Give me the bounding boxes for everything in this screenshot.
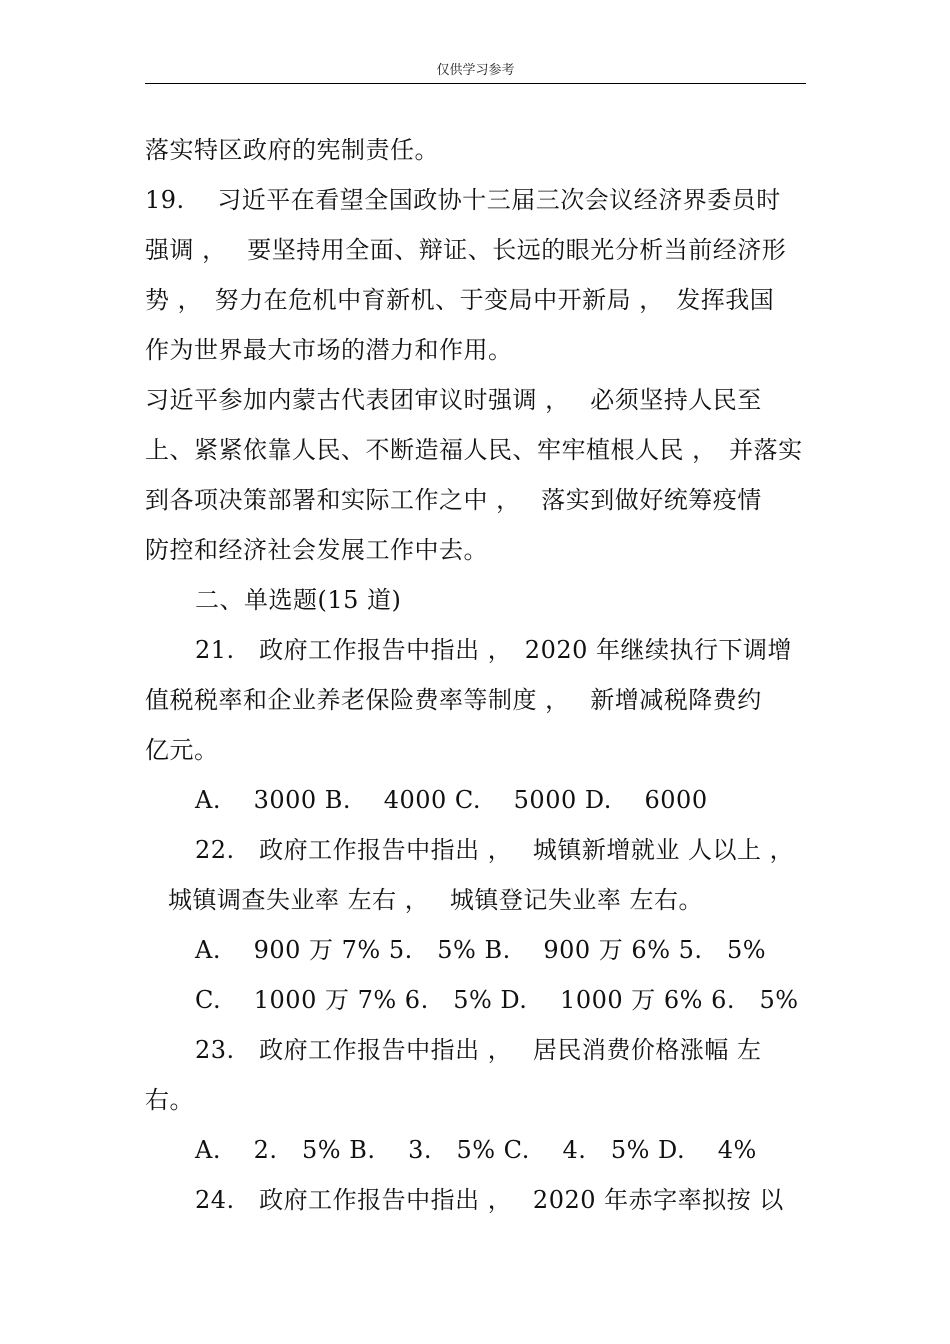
paragraph-line-2: 上、紧紧依靠人民、不断造福人民、牢牢植根人民 ， 并落实 xyxy=(145,436,803,464)
question-22-line-1: 22. 政府工作报告中指出 ， 城镇新增就业 人以上 ， xyxy=(195,836,795,864)
question-23-options: A. 2. 5% B. 3. 5% C. 4. 5% D. 4% xyxy=(195,1136,757,1164)
question-19-line-1: 19. 习近平在看望全国政协十三届三次会议经济界委员时 xyxy=(145,186,781,214)
question-21-options: A. 3000 B. 4000 C. 5000 D. 6000 xyxy=(195,786,708,814)
paragraph-line-1: 习近平参加内蒙古代表团审议时强调 ， 必须坚持人民至 xyxy=(145,386,762,414)
question-19-line-3: 势 ， 努力在危机中育新机、于变局中开新局 ， 发挥我国 xyxy=(145,286,775,314)
question-22-line-2: 城镇调查失业率 左右 ， 城镇登记失业率 左右。 xyxy=(168,886,704,914)
question-19-line-4: 作为世界最大市场的潜力和作用。 xyxy=(145,336,513,364)
header-divider xyxy=(145,83,806,84)
question-24-line-1: 24. 政府工作报告中指出 ， 2020 年赤字率拟按 以 xyxy=(195,1186,784,1214)
question-23-line-2: 右。 xyxy=(145,1086,194,1114)
paragraph-line-3: 到各项决策部署和实际工作之中 ， 落实到做好统筹疫情 xyxy=(145,486,762,514)
question-21-line-3: 亿元。 xyxy=(145,736,219,764)
question-23-line-1: 23. 政府工作报告中指出 ， 居民消费价格涨幅 左 xyxy=(195,1036,762,1064)
question-19-line-2: 强调 ， 要坚持用全面、辩证、长远的眼光分析当前经济形 xyxy=(145,236,787,264)
question-22-options-ab: A. 900 万 7% 5. 5% B. 900 万 6% 5. 5% xyxy=(195,936,767,964)
section-heading: 二、单选题(15 道) xyxy=(195,586,402,614)
page-header: 仅供学习参考 xyxy=(436,63,515,78)
paragraph-line-4: 防控和经济社会发展工作中去。 xyxy=(145,536,488,564)
question-21-line-2: 值税税率和企业养老保险费率等制度 ， 新增减税降费约 xyxy=(145,686,762,714)
text-line: 落实特区政府的宪制责任。 xyxy=(145,136,439,164)
question-22-options-cd: C. 1000 万 7% 6. 5% D. 1000 万 6% 6. 5% xyxy=(195,986,799,1014)
question-21-line-1: 21. 政府工作报告中指出 ， 2020 年继续执行下调增 xyxy=(195,636,793,664)
